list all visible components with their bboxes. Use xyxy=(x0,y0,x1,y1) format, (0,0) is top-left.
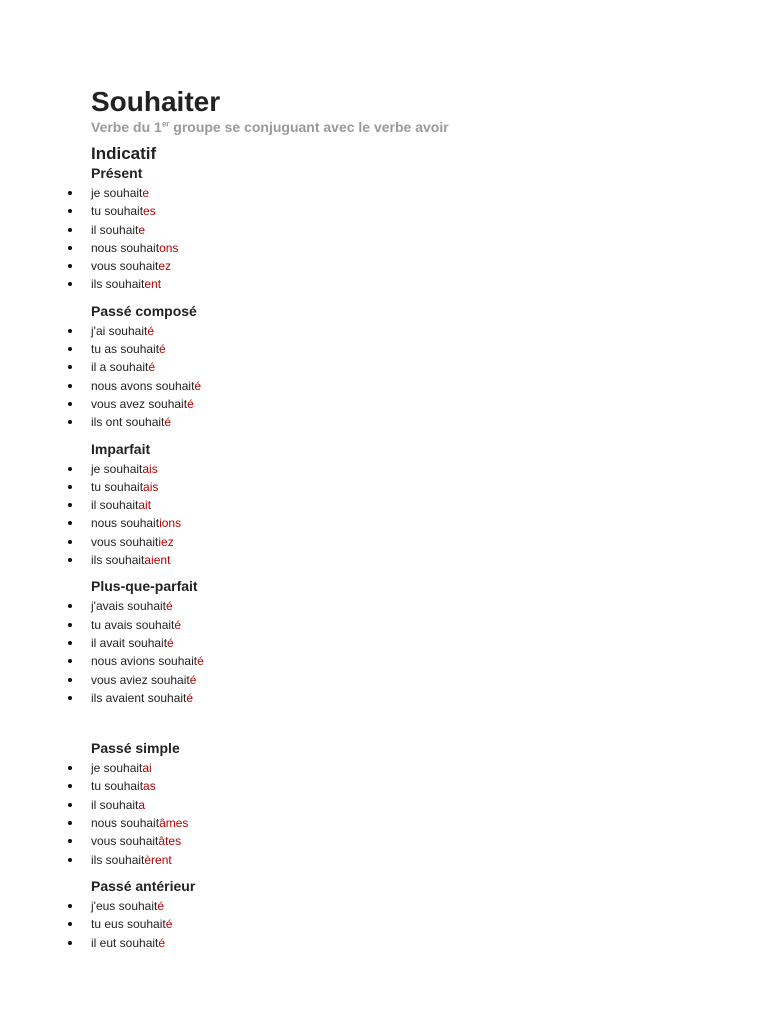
conjugation-item xyxy=(91,221,731,239)
verb-stem: vous souhait xyxy=(91,259,159,274)
verb-stem: ils souhait xyxy=(91,553,145,568)
verb-stem: tu avais souhait xyxy=(91,617,175,632)
verb-stem: tu eus souhait xyxy=(91,917,166,932)
conjugation-item xyxy=(91,796,731,814)
tense-section xyxy=(91,877,731,952)
conjugation-list xyxy=(91,184,731,294)
verb-stem: il souhait xyxy=(91,222,139,237)
tense-heading: Plus-que-parfait xyxy=(91,578,198,595)
verb-ending: e xyxy=(138,222,146,237)
tense-heading: Imparfait xyxy=(91,440,151,457)
conjugation-item xyxy=(91,202,731,220)
verb-stem: je souhait xyxy=(91,461,143,476)
verb-stem: tu souhait xyxy=(91,779,144,794)
verb-stem: ils souhait xyxy=(91,852,145,867)
conjugation-item xyxy=(91,322,731,340)
conjugation-item xyxy=(91,478,731,496)
conjugation-item xyxy=(91,340,731,358)
verb-ending: ais xyxy=(143,479,159,494)
tense-section xyxy=(91,164,731,294)
verb-stem: j'ai souhait xyxy=(91,323,148,338)
verb-stem: ils ont souhait xyxy=(91,415,165,430)
verb-ending: é xyxy=(166,599,173,614)
verb-ending: é xyxy=(159,342,166,357)
conjugation-list xyxy=(91,322,731,432)
conjugation-list xyxy=(91,759,731,869)
tense-heading: Passé simple xyxy=(91,740,180,757)
tense-heading: Passé composé xyxy=(91,302,197,319)
verb-ending: ez xyxy=(158,259,172,274)
section-gap xyxy=(91,715,731,739)
verb-ending: a xyxy=(138,797,146,812)
verb-ending: é xyxy=(167,635,174,650)
verb-ending: é xyxy=(197,654,204,669)
conjugation-item xyxy=(91,814,731,832)
verb-stem: nous souhait xyxy=(91,240,160,255)
verb-stem: il a souhait xyxy=(91,360,149,375)
mood-heading: Indicatif xyxy=(91,144,157,163)
subtitle-before: Verbe du 1 xyxy=(91,119,162,135)
conjugation-item xyxy=(91,634,731,652)
conjugation-item xyxy=(91,759,731,777)
verb-ending: as xyxy=(143,779,156,794)
verb-ending: é xyxy=(186,690,194,705)
conjugation-item xyxy=(91,616,731,634)
verb-ending: é xyxy=(147,323,155,338)
verb-stem: vous souhait xyxy=(91,534,159,549)
verb-ending: é xyxy=(165,917,173,932)
conjugation-item xyxy=(91,239,731,257)
verb-stem: nous souhait xyxy=(91,816,160,831)
conjugation-list xyxy=(91,460,731,570)
conjugation-item xyxy=(91,851,731,869)
page-subtitle xyxy=(91,118,731,136)
conjugation-item xyxy=(91,395,731,413)
verb-ending: ons xyxy=(159,240,179,255)
subtitle-after: groupe se conjuguant avec le verbe avoir xyxy=(169,119,449,135)
tense-section xyxy=(91,739,731,869)
conjugation-item xyxy=(91,184,731,202)
conjugation-item xyxy=(91,460,731,478)
verb-stem: tu souhait xyxy=(91,204,144,219)
verb-ending: âtes xyxy=(158,834,182,849)
verb-stem: il eut souhait xyxy=(91,935,159,950)
verb-stem: ils avaient souhait xyxy=(91,690,187,705)
conjugation-item xyxy=(91,358,731,376)
tense-heading: Passé antérieur xyxy=(91,877,196,894)
conjugation-item xyxy=(91,689,731,707)
verb-stem: nous avions souhait xyxy=(91,654,198,669)
verb-stem: j'avais souhait xyxy=(91,599,166,614)
conjugation-item xyxy=(91,551,731,569)
verb-ending: iez xyxy=(158,534,174,549)
verb-ending: aient xyxy=(144,553,171,568)
verb-stem: il avait souhait xyxy=(91,635,168,650)
tense-section xyxy=(91,577,731,707)
verb-ending: é xyxy=(194,378,202,393)
conjugation-item xyxy=(91,934,731,952)
verb-ending: é xyxy=(189,672,197,687)
conjugation-item xyxy=(91,514,731,532)
verb-ending: ait xyxy=(138,498,152,513)
page-title: Souhaiter xyxy=(91,86,221,117)
verb-ending: é xyxy=(158,935,166,950)
verb-ending: ai xyxy=(142,761,152,776)
conjugation-list xyxy=(91,897,731,952)
verb-ending: èrent xyxy=(144,852,172,867)
verb-ending: e xyxy=(142,186,150,200)
verb-stem: ils souhait xyxy=(91,277,145,292)
conjugation-item xyxy=(91,377,731,395)
conjugation-item xyxy=(91,671,731,689)
verb-stem: il souhait xyxy=(91,498,139,513)
conjugation-item xyxy=(91,652,731,670)
tense-section xyxy=(91,440,731,570)
document-page xyxy=(91,86,731,960)
verb-ending: é xyxy=(157,898,165,913)
verb-stem: j'eus souhait xyxy=(91,898,158,913)
verb-stem: je souhait xyxy=(91,761,143,776)
verb-stem: je souhait xyxy=(91,186,143,200)
verb-ending: ions xyxy=(159,516,182,531)
verb-stem: il souhait xyxy=(91,797,139,812)
conjugation-item xyxy=(91,257,731,275)
conjugation-item xyxy=(91,915,731,933)
conjugation-item xyxy=(91,777,731,795)
conjugation-item xyxy=(91,275,731,293)
verb-stem: vous aviez souhait xyxy=(91,672,190,687)
verb-stem: tu as souhait xyxy=(91,342,160,357)
tense-section xyxy=(91,302,731,432)
verb-stem: vous avez souhait xyxy=(91,396,188,411)
subtitle-superscript: er xyxy=(161,119,170,129)
conjugation-item xyxy=(91,832,731,850)
verb-ending: é xyxy=(174,617,182,632)
conjugation-item xyxy=(91,597,731,615)
verb-ending: é xyxy=(148,360,156,375)
conjugation-item xyxy=(91,413,731,431)
verb-ending: ent xyxy=(144,277,162,292)
verb-ending: é xyxy=(187,396,194,411)
conjugation-item xyxy=(91,533,731,551)
verb-stem: vous souhait xyxy=(91,834,159,849)
verb-ending: ais xyxy=(142,461,158,476)
verb-stem: tu souhait xyxy=(91,479,144,494)
verb-stem: nous souhait xyxy=(91,516,160,531)
verb-stem: nous avons souhait xyxy=(91,378,195,393)
conjugation-item xyxy=(91,496,731,514)
verb-ending: âmes xyxy=(159,816,189,831)
tense-heading: Présent xyxy=(91,165,143,181)
conjugation-item xyxy=(91,897,731,915)
verb-ending: é xyxy=(164,415,172,430)
verb-ending: es xyxy=(143,204,156,219)
tenses-container xyxy=(91,164,731,952)
conjugation-list xyxy=(91,597,731,707)
